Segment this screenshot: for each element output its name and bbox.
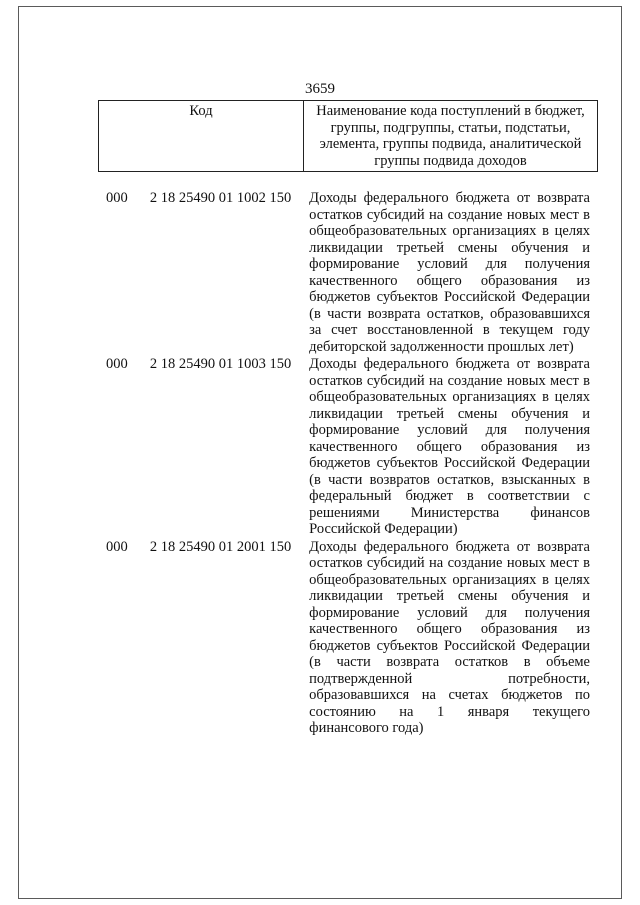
header-name-label: Наименование кода поступлений в бюджет, группы, подгруппы, статьи, подстатьи, элемента, группы подвида, аналитической группы подвида доходов: [304, 101, 598, 172]
table-header: [98, 100, 598, 172]
budget-code: 2 18 25490 01 1002 150: [149, 190, 292, 206]
admin-code: 000: [106, 190, 128, 206]
row-description: Доходы федерального бюджета от возврата остатков субсидий на создание новых мест в общеобразовательных организациях в целях ликвидации третьей смены обучения и формирование условий для получения качественного общего образования из бюджетов субъектов Российской Федерации (в части возвратов остатков, взысканных в федеральный бюджет в соответствии с решениями Министерства финансов Российской Федерации): [309, 356, 590, 537]
income-code-list: [100, 190, 590, 738]
row-description: Доходы федерального бюджета от возврата остатков субсидий на создание новых мест в общеобразовательных организациях в целях ликвидации третьей смены обучения и формирование условий для получения качественного общего образования из бюджетов субъектов Российской Федерации (в части возврата остатков, образовавшихся за счет восстановленной в текущем году дебиторской задолженности прошлых лет): [309, 190, 590, 355]
page-number: 3659: [305, 81, 335, 97]
admin-code: 000: [106, 538, 128, 555]
admin-code: 000: [106, 356, 128, 372]
header-code-label: Код: [99, 101, 304, 172]
budget-code: 2 18 25490 01 2001 150: [149, 538, 292, 555]
table-row: [100, 539, 590, 737]
table-row: [100, 190, 590, 355]
row-description: Доходы федерального бюджета от возврата остатков субсидий на создание новых мест в общеобразовательных организациях в целях ликвидации третьей смены обучения и формирование условий для получения качественного общего образования из бюджетов субъектов Российской Федерации (в части возврата остатков в объеме подтвержденной потребности, образовавшихся на счетах бюджетов по состоянию на 1 января текущего финансового года): [309, 538, 590, 736]
table-row: [100, 356, 590, 538]
budget-code: 2 18 25490 01 1003 150: [149, 356, 292, 372]
